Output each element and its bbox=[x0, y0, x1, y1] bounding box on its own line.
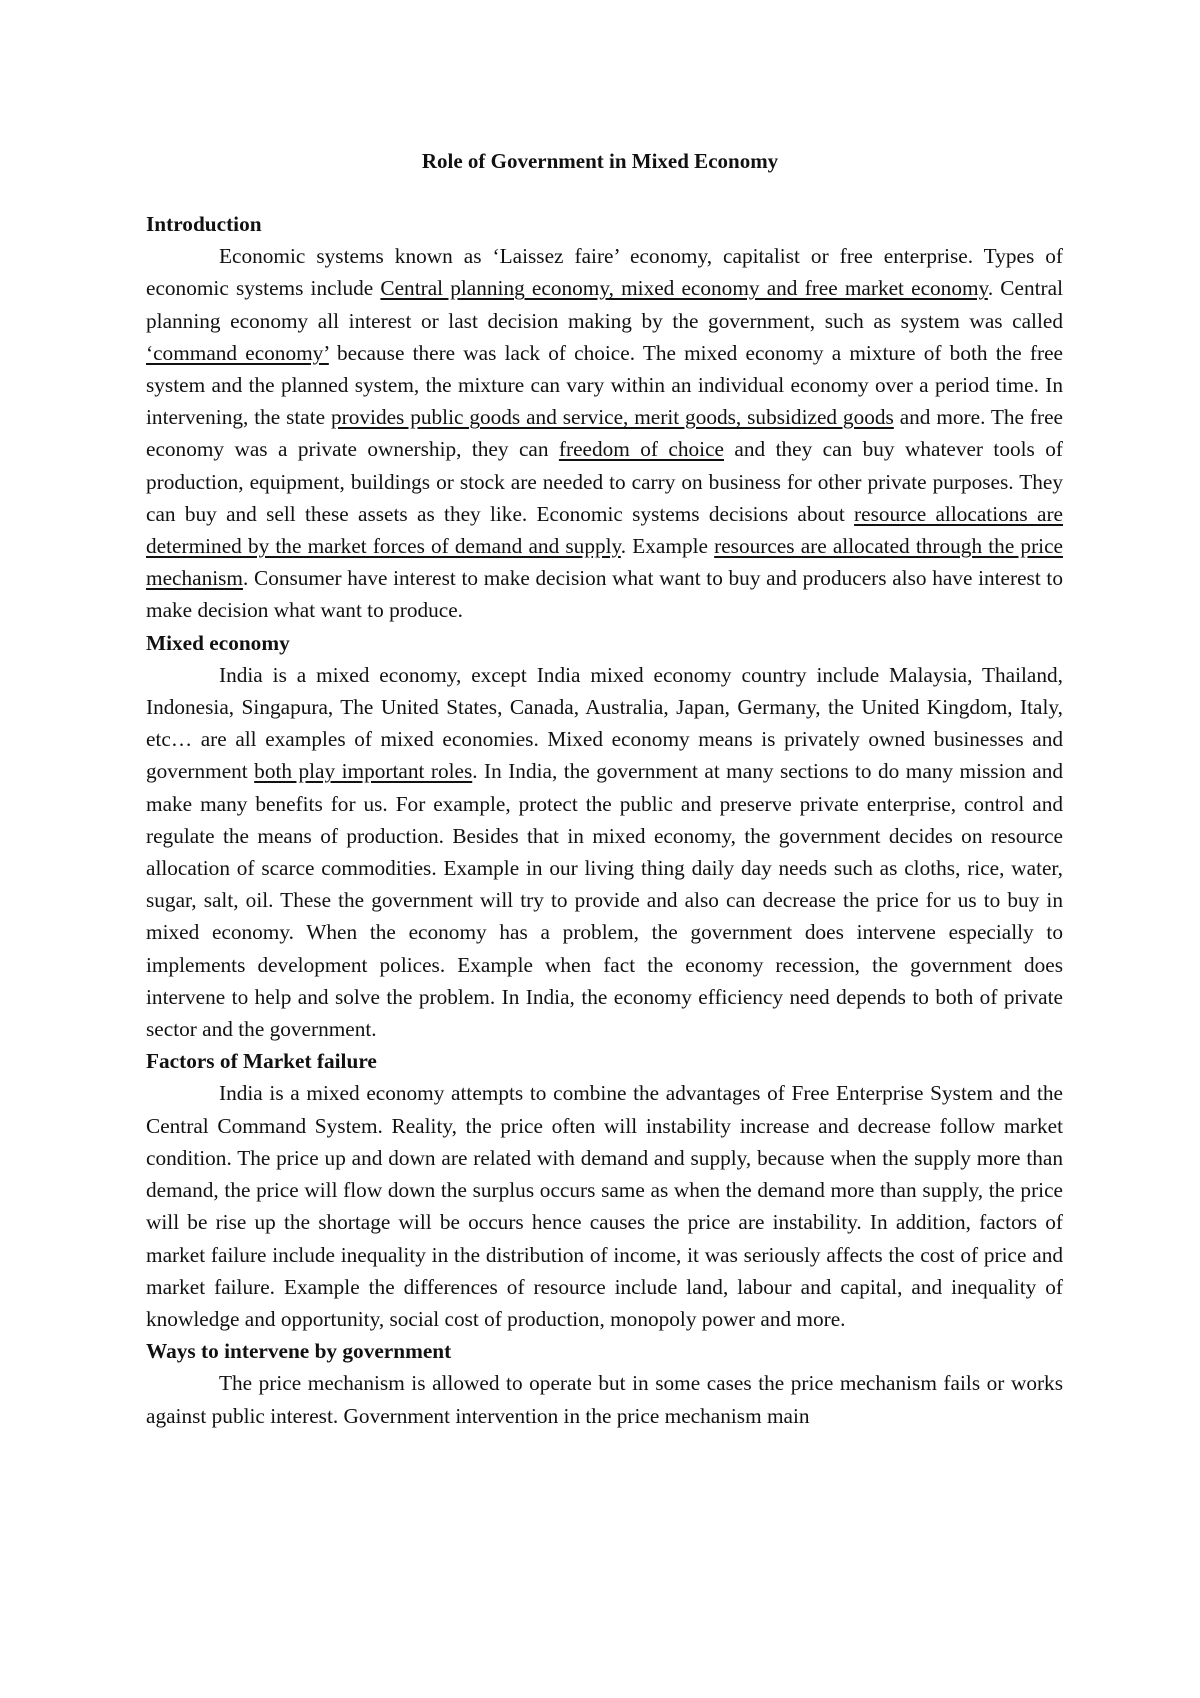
underlined-text: freedom of choice bbox=[558, 437, 724, 462]
text-run: India is a mixed economy, except India mixed economy country include Malaysia, Thailand, Indonesia, Singapura, The United States, Canada, Australia, Japan, Germany, the United Kingdom, Italy, etc… are all examples of mixed economies. Mixed economy means is privately owned businesses and government bbox=[146, 662, 1063, 784]
section-heading: Ways to intervene by government bbox=[146, 1339, 452, 1364]
underlined-text: resource allocations are determined by the market forces of demand and supply bbox=[146, 501, 1064, 559]
underlined-text: ‘command economy’ bbox=[146, 340, 329, 365]
text-run: and they can buy whatever tools of production, equipment, buildings or stock are needed to carry on business for other private purposes. They can buy and sell these assets as they like. Economic systems decisions about bbox=[146, 437, 1063, 526]
document-title: Role of Government in Mixed Economy bbox=[421, 149, 779, 173]
text-run: India is a mixed economy attempts to combine the advantages of Free Enterprise System and the Central Command System. Reality, the price often will instability increase and decrease follow market condition. The price up and down are related with demand and supply, because when the supply more than demand, the price will flow down the surplus occurs same as when the demand more than supply, the price will be rise up the shortage will be occurs hence causes the price are instability. In addition, factors of market failure include inequality in the distribution of income, it was seriously affects the cost of price and market failure. Example the differences of resource include land, labour and capital, and inequality of knowledge and opportunity, social cost of production, monopoly power and more. bbox=[146, 1081, 1063, 1331]
section-heading: Factors of Market failure bbox=[146, 1049, 377, 1074]
section-paragraph bbox=[146, 1077, 1063, 1335]
underlined-text: Central planning economy, mixed economy and free market economy bbox=[380, 276, 988, 301]
underlined-text: both play important roles bbox=[254, 759, 473, 784]
section-ways-to-intervene bbox=[146, 1335, 1063, 1432]
section-mixed-economy bbox=[146, 627, 1063, 1046]
section-introduction bbox=[146, 208, 1063, 627]
text-run: . Central planning economy all interest or last decision making by the government, such as system was called bbox=[146, 276, 1063, 333]
section-paragraph bbox=[146, 659, 1063, 1045]
section-paragraph bbox=[146, 1367, 1063, 1431]
section-heading: Introduction bbox=[146, 212, 262, 236]
section-heading: Mixed economy bbox=[146, 630, 290, 655]
section-market-failure bbox=[146, 1045, 1063, 1335]
underlined-text: resources are allocated through the price mechanism bbox=[146, 534, 1063, 591]
document-body bbox=[146, 208, 1063, 1432]
text-run: . In India, the government at many sections to do many mission and make many benefits for us. For example, protect the public and preserve private enterprise, control and regulate the means of production. Besides that in mixed economy, the government decides on resource allocation of scarce commodities. Example in our living thing daily day needs such as cloths, rice, water, sugar, salt, oil. These the government will try to provide and also can decrease the price for us to buy in mixed economy. When the economy has a problem, the government does intervene especially to implements development polices. Example when fact the economy recession, the government does intervene to help and solve the problem. In India, the economy efficiency need depends to both of private sector and the government. bbox=[146, 759, 1063, 1042]
text-run: The price mechanism is allowed to operate but in some cases the price mechanism fails or works against public interest. Government intervention in the price mechanism main bbox=[146, 1371, 1063, 1428]
text-run: . Example bbox=[620, 534, 715, 559]
text-run: because there was lack of choice. The mixed economy a mixture of both the free system and the planned system, the mixture can vary within an individual economy over a period time. In intervening, the state bbox=[146, 340, 1063, 430]
text-run: and more. The free economy was a private ownership, they can bbox=[146, 405, 1063, 462]
text-run: . Consumer have interest to make decision what want to buy and producers also have interest to make decision what want to produce. bbox=[146, 566, 1063, 623]
text-run: Economic systems known as ‘Laissez faire’ economy, capitalist or free enterprise. Types of economic systems include bbox=[146, 244, 1063, 301]
underlined-text: provides public goods and service, merit goods, subsidized goods bbox=[331, 405, 894, 430]
section-paragraph bbox=[146, 240, 1063, 626]
